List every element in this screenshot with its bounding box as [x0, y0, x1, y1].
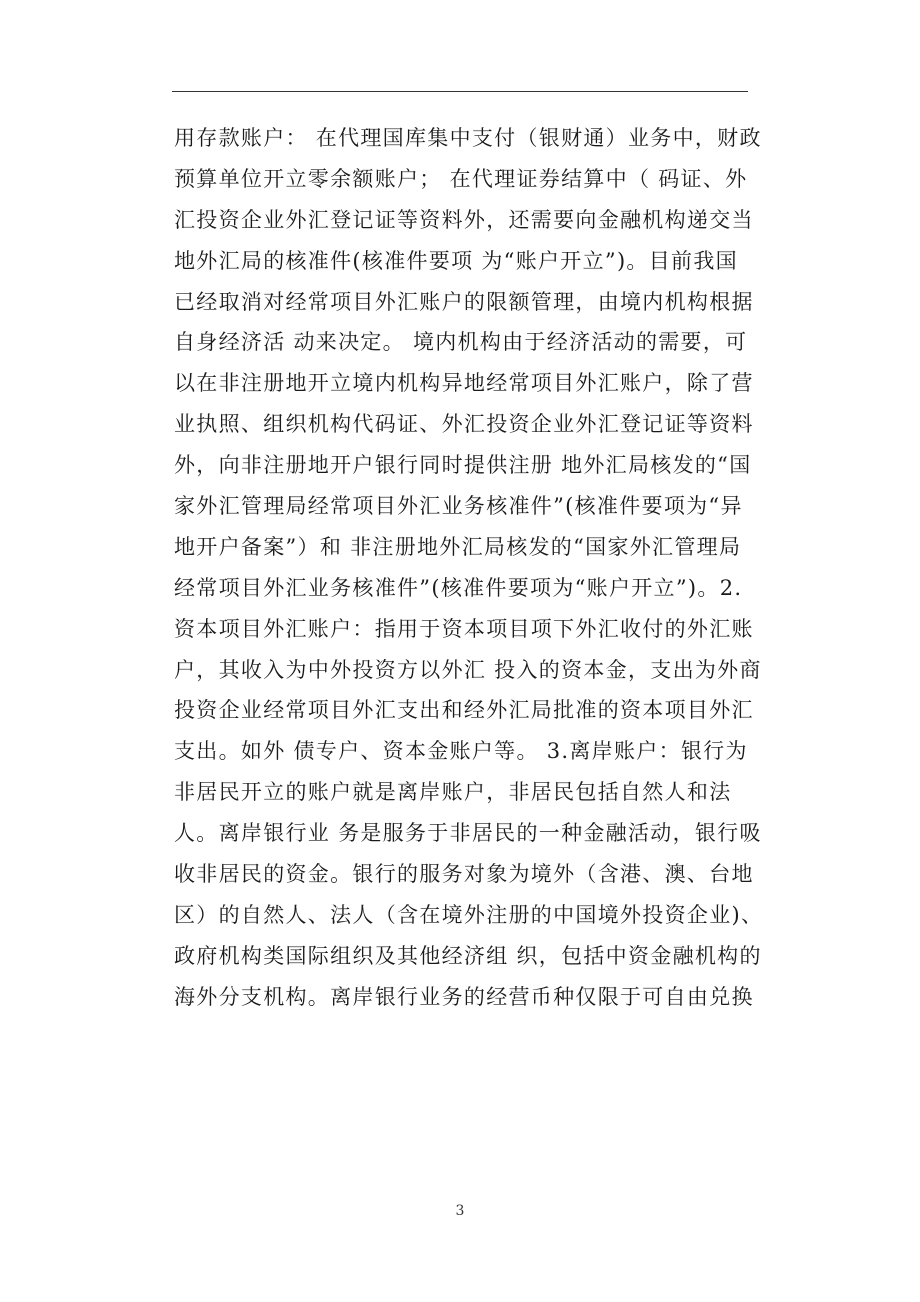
text-line: 预算单位开立零余额账户； 在代理证券结算中（ 码证、外	[174, 166, 748, 191]
text-line: 汇投资企业外汇登记证等资料外，还需要向金融机构递交当	[174, 207, 754, 232]
header-rule	[172, 91, 748, 92]
text-line: 已经取消对经常项目外汇账户的限额管理，由境内机构根据	[174, 289, 754, 314]
text-line: 投资企业经常项目外汇支出和经外汇局批准的资本项目外汇	[174, 698, 754, 723]
text-line: 收非居民的资金。银行的服务对象为境外（含港、澳、台地	[174, 862, 754, 887]
text-line: 地开户备案”）和 非注册地外汇局核发的“国家外汇管理局	[174, 534, 742, 559]
text-line: 政府机构类国际组织及其他经济组 织，包括中资金融机构的	[174, 943, 762, 968]
body-text	[174, 118, 764, 1018]
page-number: 3	[455, 1203, 465, 1219]
text-line: 外，向非注册地开户银行同时提供注册 地外汇局核发的“国	[174, 453, 752, 478]
text-line: 户，其收入为中外投资方以外汇 投入的资本金，支出为外商	[174, 657, 762, 682]
text-line: 区）的自然人、法人（含在境外注册的中国境外投资企业)、	[174, 902, 764, 927]
text-line: 用存款账户： 在代理国库集中支付（银财通）业务中，财政	[174, 126, 762, 150]
text-line: 业执照、组织机构代码证、外汇投资企业外汇登记证等资料	[174, 412, 754, 437]
text-line: 自身经济活 动来决定。 境内机构由于经济活动的需要，可	[174, 330, 748, 355]
text-line: 非居民开立的账户就是离岸账户，非居民包括自然人和法	[174, 780, 732, 805]
text-line: 经常项目外汇业务核准件”(核准件要项为“账户开立”)。2.	[174, 575, 743, 600]
text-line: 支出。如外 债专户、资本金账户等。 3.离岸账户：银行为	[174, 739, 748, 764]
text-line: 以在非注册地开立境内机构异地经常项目外汇账户，除了营	[174, 371, 754, 396]
text-line: 人。离岸银行业 务是服务于非居民的一种金融活动，银行吸	[174, 821, 762, 846]
text-line: 家外汇管理局经常项目外汇业务核准件”(核准件要项为“异	[174, 494, 743, 519]
text-line: 资本项目外汇账户：指用于资本项目项下外汇收付的外汇账	[174, 616, 754, 641]
text-line: 海外分支机构。离岸银行业务的经营币种仅限于可自由兑换	[174, 984, 754, 1009]
text-line: 地外汇局的核准件(核准件要项 为“账户开立”)。目前我国	[174, 248, 738, 273]
